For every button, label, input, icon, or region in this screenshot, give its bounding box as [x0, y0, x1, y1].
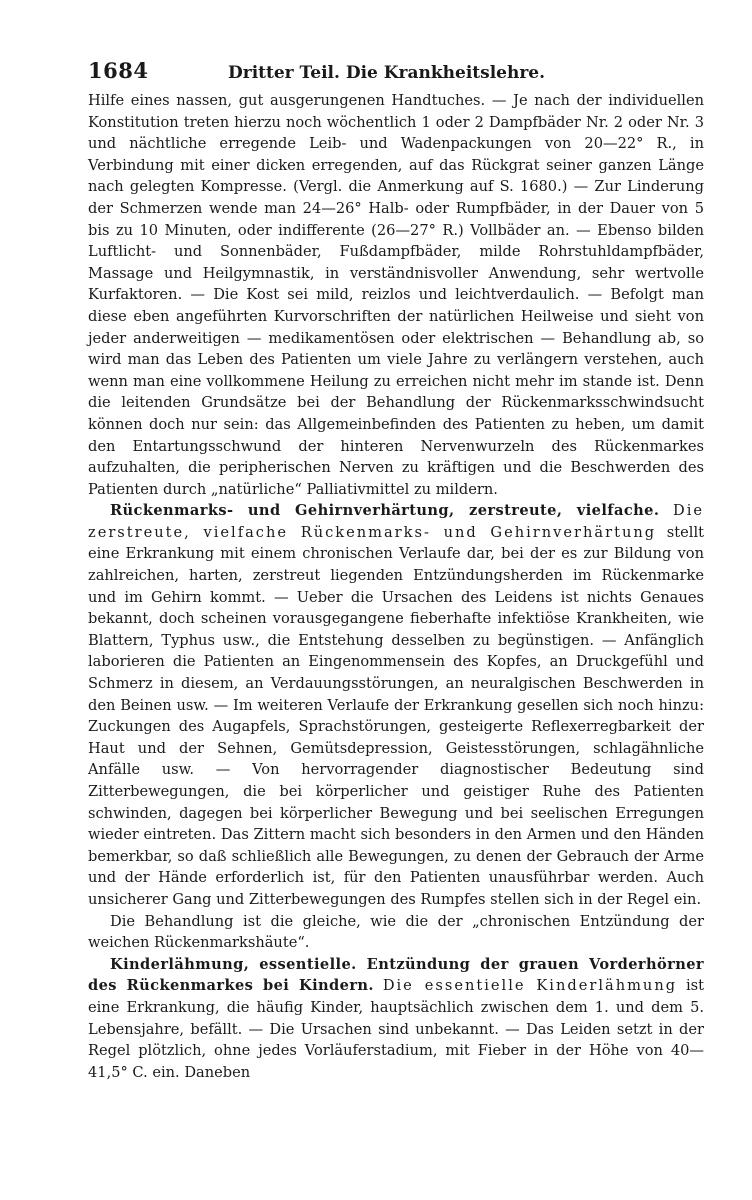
section-lead: Die zerstreute, vielfache Rückenmarks- und Gehirnverhärtung: [88, 502, 705, 541]
running-head: Dritter Teil. Die Krankheitslehre.: [228, 63, 546, 83]
body-text: [88, 90, 704, 1083]
section-child-paralysis: [88, 954, 704, 1084]
section-title: Rückenmarks- und Gehirnverhärtung, zerstreute, vielfache.: [110, 502, 660, 520]
paragraph-treatment-reference: Die Behandlung ist die gleiche, wie die der „chronischen Entzündung der weichen Rückenmarkshäute“.: [88, 912, 704, 952]
section-title: Kinderlähmung, essentielle. Entzündung der grauen Vorderhörner des Rückenmarkes bei Kindern.: [88, 955, 704, 995]
page-number: 1684: [88, 58, 149, 83]
section-lead: Die essentielle Kinderlähmung: [382, 977, 678, 995]
section-body: stellt eine Erkrankung mit einem chronischen Verlaufe dar, bei der es zur Bildung von zahlreichen, harten, zerstreut liegenden Entzündungsherden im Rückenmarke und im Gehirn kommt. — Ueber die Ursachen des Leidens ist nichts Genaues bekannt, doch scheinen vorausgegangene fieberhafte infektiöse Krankheiten, wie Blattern, Typhus usw., die Entstehung desselben zu begünstigen. — Anfänglich laborieren die Patienten an Eingenommensein des Kopfes, an Druckgefühl und Schmerz in diesem, an Verdauungsstörungen, an neuralgischen Beschwerden in den Beinen usw. — Im weiteren Verlaufe der Erkrankung gesellen sich noch hinzu: Zuckungen des Augapfels, Sprachstörungen, gesteigerte Reflexerregbarkeit der Haut und der Sehnen, Gemütsdepression, Geistesstörungen, schlagähnliche Anfälle usw. — Von hervorragender diagnostischer Bedeutung sind Zitterbewegungen, die bei körperlicher und geistiger Ruhe des Patienten schwinden, dagegen bei körperlicher Bewegung und bei seelischen Erregungen wieder eintreten. Das Zittern macht sich besonders in den Armen und den Händen bemerkbar, so daß schließlich alle Bewegungen, zu denen der Gebrauch der Arme und der Hände erforderlich ist, für den Patienten unausführbar werden. Auch unsicherer Gang und Zitterbewegungen des Rumpfes stellen sich in der Regel ein.: [88, 523, 704, 908]
paragraph-treatment: Hilfe eines nassen, gut ausgerungenen Handtuches. — Je nach der individuellen Konstitution treten hierzu noch wöchentlich 1 oder 2 Dampfbäder Nr. 2 oder Nr. 3 und nächtliche erregende Leib- und Wadenpackungen von 20—22° R., in Verbindung mit einer dicken erregenden, auf das Rückgrat seiner ganzen Länge nach gelegten Kompresse. (Vergl. die Anmerkung auf S. 1680.) — Zur Linderung der Schmerzen wende man 24—26° Halb- oder Rumpfbäder, in der Dauer von 5 bis zu 10 Minuten, oder indifferente (26—27° R.) Vollbäder an. — Ebenso bilden Luftlicht- und Sonnenbäder, Fußdampfbäder, milde Rohrstuhldampfbäder, Massage und Heilgymnastik, in verständnisvoller Anwendung, sehr wertvolle Kurfaktoren. — Die Kost sei mild, reizlos und leichtverdaulich. — Befolgt man diese eben angeführten Kurvorschriften der natürlichen Heilweise und sieht von jeder anderweitigen — medikamentösen oder elektrischen — Behandlung ab, so wird man das Leben des Patienten um viele Jahre zu verlängern verstehen, auch wenn man eine vollkommene Heilung zu erreichen nicht mehr im stande ist. Denn die leitenden Grundsätze bei der Behandlung der Rückenmarksschwindsucht können doch nur sein: das Allgemeinbefinden des Patienten zu heben, um damit den Entartungsschwund der hinteren Nervenwurzeln des Rückenmarkes aufzuhalten, die peripherischen Nerven zu kräftigen und die Beschwerden des Patienten durch „natürliche“ Palliativmittel zu mildern.: [88, 92, 704, 498]
page-header: [88, 58, 704, 88]
section-body: ist eine Erkrankung, die häufig Kinder, hauptsächlich zwischen dem 1. und dem 5. Lebensjahre, befällt. — Die Ursachen sind unbekannt. — Das Leiden setzt in der Regel plötzlich, ohne jedes Vorläuferstadium, mit Fieber in der Höhe von 40—41,5° C. ein. Daneben: [88, 977, 705, 1081]
section-multiple-sclerosis: [88, 500, 704, 910]
